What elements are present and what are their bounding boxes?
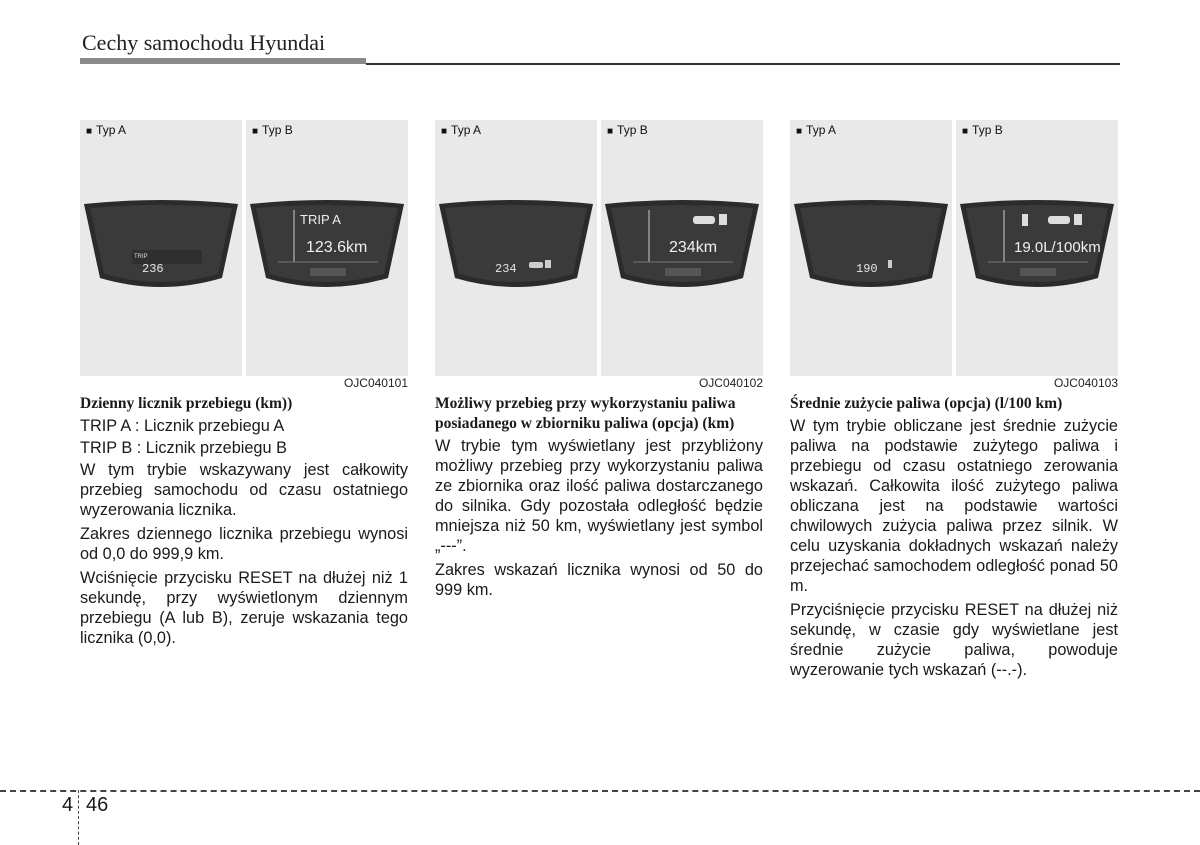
figure-panel-type-b <box>601 120 763 390</box>
header-accent-bar <box>80 58 366 64</box>
section-trip-meter <box>80 120 408 652</box>
bullet-square-icon: ■ <box>252 126 259 137</box>
instrument-cluster-image <box>82 200 240 298</box>
instrument-cluster-image <box>248 200 406 298</box>
cluster-display-value: 236 <box>142 262 164 276</box>
section-heading: Dzienny licznik przebiegu (km)) <box>80 395 293 412</box>
cluster-display-value: 190 <box>856 262 878 276</box>
section-heading: Średnie zużycie paliwa (opcja) (l/100 km) <box>790 395 1063 412</box>
panel-label: Typ A <box>806 123 837 137</box>
bullet-square-icon: ■ <box>607 126 614 137</box>
figure-panel-type-a <box>435 120 597 376</box>
panel-label: Typ A <box>96 123 127 137</box>
instrument-cluster-image <box>792 200 950 298</box>
paragraph: W trybie tym wyświetlany jest przybliżony możliwy przebieg przy wykorzystaniu paliwa ze zbiornika oraz ilość paliwa dostarczanego do silnika. Gdy pozostała odległość będzie mniejsza niż 50 km, wyświetlany jest symbol „---”. <box>435 437 763 555</box>
section-text <box>790 394 1118 680</box>
instrument-cluster-image <box>958 200 1116 298</box>
paragraph: W tym trybie obliczane jest średnie zużycie paliwa na podstawie zużytego paliwa i przebiegu od czasu ostatniego zerowania wskazań. Całkowita ilość zużytego paliwa obliczana jest na podstawie wartości chwilowych zużycia paliwa przez silnik. W celu uzyskania dokładnych wskazań należy przejechać samochodem odległość ponad 50 m. <box>790 417 1118 595</box>
paragraph: TRIP B : Licznik przebiegu B <box>80 439 287 457</box>
instrument-cluster-image <box>437 200 595 298</box>
panel-label: Typ B <box>262 123 293 137</box>
figure-average-fuel-economy <box>790 120 1118 390</box>
footer-dashed-divider <box>78 790 79 845</box>
section-text <box>435 394 763 600</box>
section-heading: Możliwy przebieg przy wykorzystaniu paliwa posiadanego w zbiorniku paliwa (opcja) (km) <box>435 395 736 432</box>
panel-label: Typ A <box>451 123 482 137</box>
section-average-fuel-economy <box>790 120 1118 684</box>
paragraph: Zakres wskazań licznika wynosi od 50 do 999 km. <box>435 561 763 599</box>
bullet-square-icon: ■ <box>86 126 93 137</box>
paragraph: W tym trybie wskazywany jest całkowity przebieg samochodu od czasu ostatniego wyzerowania licznika. <box>80 461 408 519</box>
figure-panel-type-b <box>246 120 408 390</box>
svg-text:TRIP: TRIP <box>134 254 148 260</box>
cluster-display-label: TRIP A <box>300 212 341 227</box>
figure-code: OJC040102 <box>698 376 763 390</box>
footer-dashed-rule <box>0 790 1200 792</box>
figure-code: OJC040101 <box>343 376 408 390</box>
page-section-number: 4 <box>62 794 74 816</box>
figure-trip-meter <box>80 120 408 390</box>
bullet-square-icon: ■ <box>962 126 969 137</box>
instrument-cluster-image <box>603 200 761 298</box>
figure-distance-to-empty <box>435 120 763 390</box>
page-header-title: Cechy samochodu Hyundai <box>82 30 326 55</box>
paragraph: Zakres dziennego licznika przebiegu wynosi od 0,0 do 999,9 km. <box>80 525 408 563</box>
figure-panel-type-a <box>80 120 242 376</box>
panel-label: Typ B <box>972 123 1003 137</box>
figure-code: OJC040103 <box>1053 376 1118 390</box>
bullet-square-icon: ■ <box>796 126 803 137</box>
section-distance-to-empty <box>435 120 763 604</box>
bullet-square-icon: ■ <box>441 126 448 137</box>
header-rule <box>366 63 1120 65</box>
cluster-display-value: 19.0L/100km <box>1014 239 1101 256</box>
cluster-display-value: 234km <box>669 239 718 256</box>
section-text <box>80 394 408 648</box>
cluster-display-value: 234 <box>495 262 517 276</box>
panel-label: Typ B <box>617 123 648 137</box>
paragraph: Wciśnięcie przycisku RESET na dłużej niż 1 sekundę, przy wyświetlonym dziennym przebiegu (A lub B), zeruje wskazania tego licznika (0,0). <box>80 569 408 647</box>
paragraph: TRIP A : Licznik przebiegu A <box>80 417 285 435</box>
figure-panel-type-a <box>790 120 952 376</box>
page-number: 46 <box>86 794 109 816</box>
figure-panel-type-b <box>956 120 1118 390</box>
cluster-display-value: 123.6km <box>306 239 368 256</box>
paragraph: Przyciśnięcie przycisku RESET na dłużej niż sekundę, w czasie gdy wyświetlane jest średnie zużycie paliwa, powoduje wyzerowanie tych wskazań (--.-). <box>790 601 1118 679</box>
